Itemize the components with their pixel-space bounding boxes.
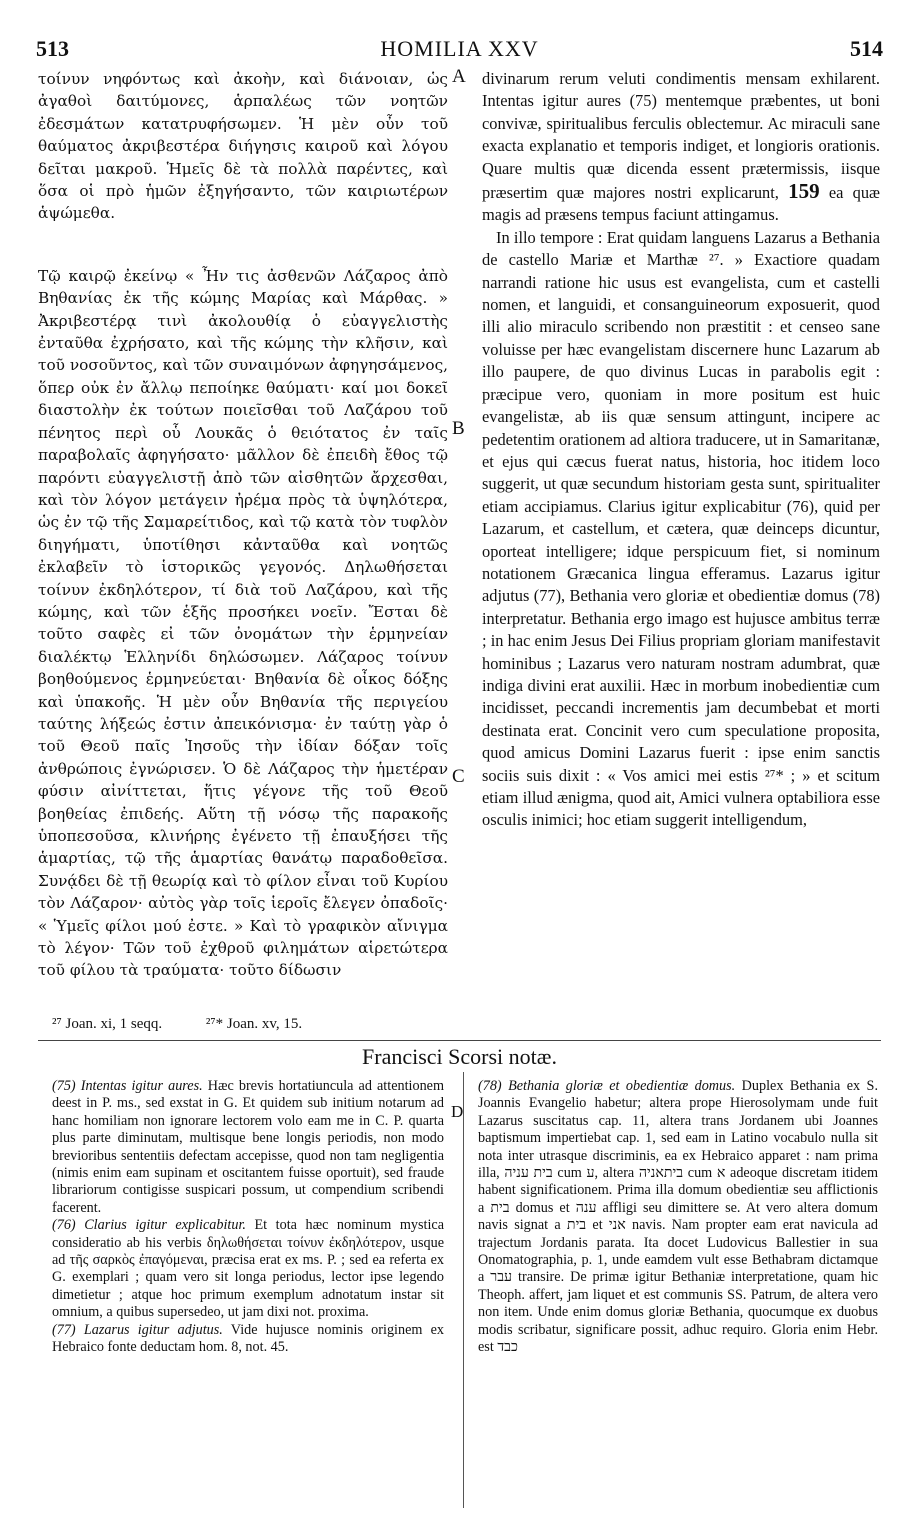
note-76-body: Et tota hæc nominum mystica consideratio ab his verbis δηλωθήσεται τοίνυν ἐκδηλότερον, usque ad τῆς σαρκὸς ἐπαγόμεναι, præcisa erat ex ms. P. ; sed ea referta ex G. exemplari ; quam vero sit longa periodus, lector ipse legendo dimetietur ; atque hoc primum exemplum adnotatum instar sit omnium, a quibus supersedeo, ut jam dixi not. proxima.	[52, 1217, 444, 1321]
note-77	[52, 1322, 444, 1357]
note-77-body: Vide hujusce nominis originem ex Hebraico fonte deductam hom. 8, not. 45.	[52, 1321, 444, 1356]
scripture-references	[52, 1016, 552, 1033]
note-76	[52, 1217, 444, 1321]
margin-marker-b: B	[452, 418, 465, 439]
reference-2: ²⁷* Joan. xv, 15.	[205, 1016, 303, 1032]
note-78	[478, 1078, 878, 1357]
latin-paragraph-1-start: divinarum rerum veluti condimentis mensam exhilarent. Intentas igitur aures (75) mentemque præbentes, ut boni convivæ, spiritualibus ferculis oblectemur. Ac miraculi sane exacta explanatio et temporis indiget, et longioris orationis. Quare multis quæ dicenda essent prætermissis, iisque præsertim quæ majores nostri explicarunt,	[482, 69, 880, 203]
note-75-body: Hæc brevis hortatiuncula ad attentionem deest in P. ms., sed exstat in G. Et quidem sub initium notarum ad hanc homiliam non ignorare lectorem volo eam me in C. P. quarta plus parte diminutam, multisque bene longis periodis, non modo brevioribus sententiis defectam accepisse, quod non tam negligentia (nimis enim eam supinam et oscitantem fuisse oportuit), sed fraude librariorum contigisse suspicari possum, ut compendium scribendi facerent.	[52, 1078, 444, 1216]
margin-marker-c: C	[452, 766, 465, 787]
greek-paragraph-2: Τῷ καιρῷ ἐκείνῳ « Ἦν τις ἀσθενῶν Λάζαρος ἀπὸ Βηθανίας ἐκ τῆς κώμης Μαρίας καὶ Μάρθας. » Ἀκριβεστέρᾳ τινὶ ἀκολουθίᾳ ὁ εὐαγγελιστὴς ἐνταῦθα ἐχρήσατο, καὶ τῆς κώμης τὴν κλῆσιν, καὶ τοῦ νοσοῦντος, καὶ τῶν συναιμόνων ἀφηγησάμενος, ὅπερ οὐκ ἐν ἄλλῳ πεποίηκε θαύματι· καί μοι δοκεῖ διαστολὴν ἐκ τούτων ποιεῖσθαι τοῦ Λαζάρου τοῦ πένητος περὶ οὗ Λουκᾶς ὁ θειότατος ἐν ταῖς παραβολαῖς ἀφηγήσατο· μᾶλλον δὲ ἐπειδὴ ἔθος τῷ παρόντι εὐαγγελιστῇ ἀπὸ τῶν αἰσθητῶν ἄρχεσθαι, καὶ τὸν λόγον μετάγειν ἠρέμα πρὸς τὰ ὑψηλότερα, ὡς ἐν τῷ τῆς Σαμαρείτιδος, καὶ τῷ κατὰ τὸν τυφλὸν διηγήματι, ὑποτίθησι κἀνταῦθα καὶ νοητῶς ἐκλαβεῖν τὸ ἱστορικῶς γεγονός. Δηλωθήσεται τοίνυν ἐκδηλότερον, τί διὰ τοῦ Λαζάρου, καὶ τῆς κώμης, καὶ τῶν ἑξῆς προσήκει νοεῖν. Ἔσται δὲ τοῦτο σαφὲς εἰ τῶν ὀνομάτων τὴν ἑρμηνείαν διαλέκτῳ Ἑλληνίδι δηλώσωμεν. Λάζαρος τοίνυν βοηθούμενος ἑρμηνεύεται· Βηθανία δὲ οἶκος δόξης καὶ ὑπακοῆς. Ἡ μὲν οὖν Βηθανία τῆς περιγείου ταύτης λήξεώς ἐστιν ἀπεικόνισμα· ἐν ταύτῃ γὰρ ὁ τοῦ Θεοῦ παῖς Ἰησοῦς τὴν ἰδίαν δόξαν τοῖς ἀνθρώποις ἐγνώρισεν. Ὁ δὲ Λάζαρος τὴν ἡμετέραν φύσιν αἰνίττεται, ἥτις γέγονε τῆς τοῦ Θεοῦ βοηθείας ἐπιδεής. Αὕτη τῇ νόσῳ τῆς παρακοῆς ὑποπεσοῦσα, κλινήρης ἐγένετο τῇ ἐπαυξήσει τῆς ἁμαρτίας, τῷ τῆς ἁμαρτίας θανάτῳ παραδοθεῖσα. Συνᾴδει δὲ τῇ θεωρίᾳ καὶ τὸ φίλον εἶναι τοῦ Κυρίου τὸν Λάζαρον· αὐτὸς γὰρ τοῖς ἱεροῖς ἔλεγεν ὀπαδοῖς· « Ὑμεῖς φίλοι μού ἐστε. » Καὶ τὸ γραφικὸν αἴνιγμα τὸ λέγον· Τῶν τοῦ ἐχθροῦ φιλημάτων αἱρετώτερα τοῦ φίλου τὰ τραύματα· τοῦτο δίδωσιν	[38, 266, 448, 980]
page-header	[36, 36, 883, 64]
reference-1: ²⁷ Joan. xi, 1 seqq.	[52, 1016, 163, 1032]
latin-paragraph-1	[482, 68, 880, 227]
running-title: HOMILIA XXV	[380, 36, 539, 61]
note-78-body: Duplex Bethania ex S. Joannis Evangelio habetur; altera prope Hierosolymam unde fuit Lazarus suscitatus cap. 11, altera trans Jordanem ubi Joannes baptismum impertiebat cap. 1, sed eam in Latino vocabulo nulla sit nota inter utrasque discriminis, ea ex Hebraico apparet : nam prima illa, בית עניה cum ע, altera ביתאניה cum א adeoque discretam itidem habent significationem. Prima illa domum obedientiæ seu afflictionis a בית domus et ענה affligi seu dimittere se. At vero altera domum navis signat a בית et אני navis. Nam propter eam erat navicula ad trajectum Jordanis parata. Ita docet Ludovicus Ballestier in sua Onomatographia, p. 1, unde eamdem vult esse Bethabram dictamque a עבר transire. De primæ igitur Bethaniæ interpretatione, quam hic Theoph. affert, jam liquet et est communis SS. Patrum, de altera vero non item. Unde enim domus gloriæ Bethania, quocumque ex duobus modis scribatur, significare possit, adhuc requiro. Gloria enim Hebr. est כבד	[478, 1078, 879, 1356]
notes-right-column	[478, 1078, 878, 1357]
note-77-heading: (77) Lazarus igitur adjutus.	[52, 1321, 223, 1338]
note-75-heading: (75) Intentas igitur aures.	[52, 1078, 203, 1094]
notes-column-divider	[463, 1072, 464, 1508]
greek-text-column	[38, 68, 448, 982]
note-78-heading: (78) Bethania gloriæ et obedientiæ domus.	[478, 1078, 736, 1094]
divider-line	[38, 1040, 881, 1041]
column-number: 159	[788, 179, 820, 204]
page-number-right: 514	[850, 36, 883, 61]
note-76-heading: (76) Clarius igitur explicabitur.	[52, 1217, 246, 1234]
latin-paragraph-2: In illo tempore : Erat quidam languens Lazarus a Bethania de castello Mariæ et Marthæ ²⁷. » Exactiore quadam narrandi ratione hic usus est evangelista, cum et castelli nomen, et languidi, et consanguineorum exposuerit, quod illi alio miraculo scribendo non præstitit : et censeo sane voluisse per hæc evangelistam discernere hunc Lazarum ab illo paupere, de quo divinus Lucas in parabolis egit : præcipue vero, quoniam in more positum est huic evangelistæ, ab iis quæ sensum attingunt, incipere ac pedetentim orationem ad altiora traducere, ut in Samaritanæ, et ejus qui cæcus fuerat natus, historia, hoc itidem loco suggerit, ut quæ secundum historiam gesta sunt, spiritualiter etiam accipiamus. Clarius igitur explicabitur (76), quid per Lazarum, et castellum, et cætera, quæ deinceps dicuntur, oporteat intelligere; idque perspicuum fiet, si nominum notationem Græcanica lingua efferamus. Lazarus igitur adjutus (77), Bethania vero gloriæ et obedientiæ domus (78) interpretatur. Bethania ergo imago est hujusce ambitus terræ ; in hac enim Jesus Dei Filius propriam gloriam manifestavit hominibus ; Lazarus vero naturam nostram adumbrat, quæ indiga divini erat auxilii. Hæc in morbum inobedientiæ cum incidisset, peccandi incrementis jam decumbebat et morti destinata erat. Concinit vero cum speculatione proposita, quod amicus Domini Lazarus fuerit : ipse enim sanctis sociis suis dixit : « Vos amici mei estis ²⁷* ; » et scitum etiam illud ænigma, quod ait, Amici vulnera optabiliora esse osculis inimici; hoc etiam suggerit intelligendum,	[482, 227, 880, 830]
margin-marker-d: D	[451, 1102, 464, 1121]
notes-title: Francisci Scorsi notæ.	[362, 1044, 557, 1069]
latin-paragraph-1-end: ea quæ magis ad præsens tempus faciunt attingamus.	[482, 183, 880, 225]
margin-marker-a: A	[452, 66, 466, 87]
greek-paragraph-1: τοίνυν νηφόντως καὶ ἀκοὴν, καὶ διάνοιαν, ὡς ἀγαθοὶ δαιτύμονες, ἁρπαλέως τῶν νοητῶν ἐδεσμάτων κατατρυφήσωμεν. Ἡ μὲν οὖν τοῦ θαύματος ἀκριβεστέρα διήγησις καιροῦ καὶ λόγου δεῖται μακροῦ. Ἡμεῖς δὲ τὰ πολλὰ παρέντες, καὶ ὅσα οἱ πρὸ ἡμῶν ἐξηγήσαντο, τῶν καιριωτέρων ἁψώμεθα.	[38, 70, 448, 223]
latin-text-column	[482, 68, 880, 832]
notes-left-column	[52, 1078, 444, 1357]
note-75	[52, 1078, 444, 1217]
page-number-left: 513	[36, 36, 69, 61]
